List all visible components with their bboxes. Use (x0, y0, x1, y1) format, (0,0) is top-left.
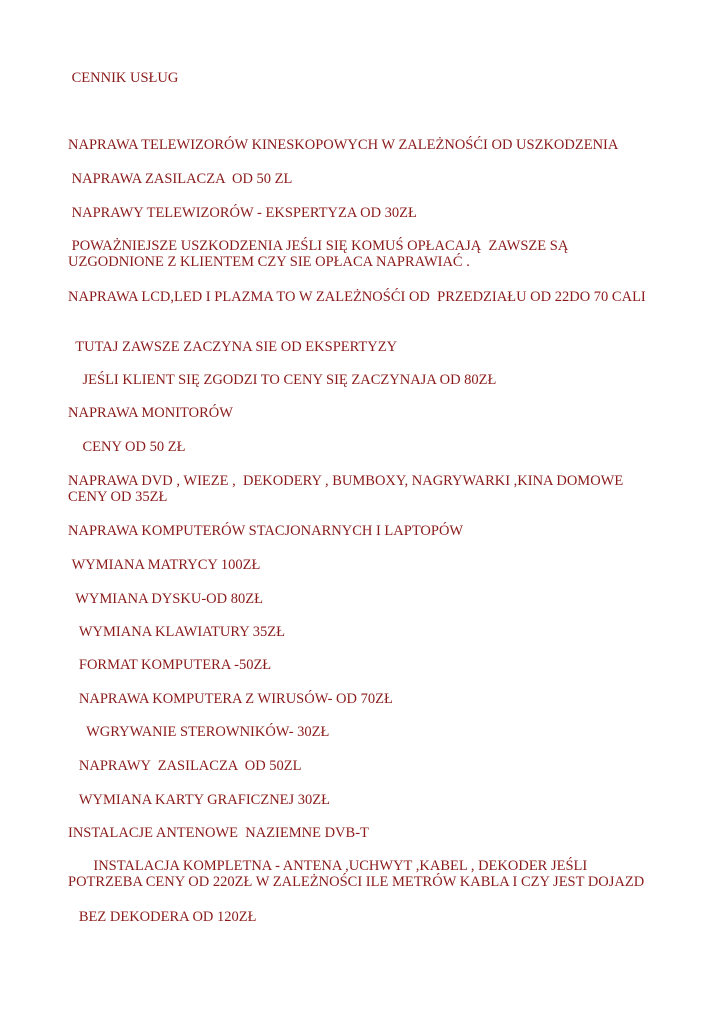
text-line: NAPRAWA LCD,LED I PLAZMA TO W ZALEŻNOŚĆI OD PRZEDZIAŁU OD 22DO 70 CALI (68, 289, 646, 305)
text-line: NAPRAWA DVD , WIEZE , DEKODERY , BUMBOXY, NAGRYWARKI ,KINA DOMOWE CENY OD 35ZŁ (68, 473, 627, 505)
text-line: NAPRAWA MONITORÓW (68, 405, 233, 421)
text-line: WYMIANA KLAWIATURY 35ZŁ (68, 624, 285, 640)
text-line: FORMAT KOMPUTERA -50ZŁ (68, 657, 272, 673)
text-line: CENY OD 50 ZŁ (68, 439, 186, 455)
text-line: WYMIANA DYSKU-OD 80ZŁ (68, 591, 263, 607)
text-line: INSTALACJA KOMPLETNA - ANTENA ,UCHWYT ,KABEL , DEKODER JEŚLI POTRZEBA CENY OD 220ZŁ W ZALEŻNOŚCI ILE METRÓW KABLA I CZY JEST DOJAZD (68, 858, 645, 890)
text-line: POWAŻNIEJSZE USZKODZENIA JEŚLI SIĘ KOMUŚ OPŁACAJĄ ZAWSZE SĄ UZGODNIONE Z KLIENTEM CZY SIE OPŁACA NAPRAWIAĆ . (68, 238, 572, 270)
text-line: NAPRAWA KOMPUTERÓW STACJONARNYCH I LAPTOPÓW (68, 523, 464, 539)
text-line: WYMIANA MATRYCY 100ZŁ (68, 557, 261, 573)
text-line: NAPRAWA TELEWIZORÓW KINESKOPOWYCH W ZALEŻNOŚĆI OD USZKODZENIA (68, 137, 619, 153)
text-line: NAPRAWY ZASILACZA OD 50ZL (68, 758, 302, 774)
text-line: INSTALACJE ANTENOWE NAZIEMNE DVB-T (68, 825, 369, 841)
text-line: BEZ DEKODERA OD 120ZŁ (68, 909, 257, 925)
text-line: TUTAJ ZAWSZE ZACZYNA SIE OD EKSPERTYZY (68, 339, 398, 355)
text-line: NAPRAWY TELEWIZORÓW - EKSPERTYZA OD 30ZŁ (68, 205, 417, 221)
text-line: WYMIANA KARTY GRAFICZNEJ 30ZŁ (68, 792, 330, 808)
document-title: CENNIK USŁUG (68, 70, 179, 86)
text-line: NAPRAWA ZASILACZA OD 50 ZL (68, 171, 293, 187)
text-line: JEŚLI KLIENT SIĘ ZGODZI TO CENY SIĘ ZACZYNAJA OD 80ZŁ (68, 372, 497, 388)
text-line: WGRYWANIE STEROWNIKÓW- 30ZŁ (68, 724, 330, 740)
text-line: NAPRAWA KOMPUTERA Z WIRUSÓW- OD 70ZŁ (68, 691, 393, 707)
